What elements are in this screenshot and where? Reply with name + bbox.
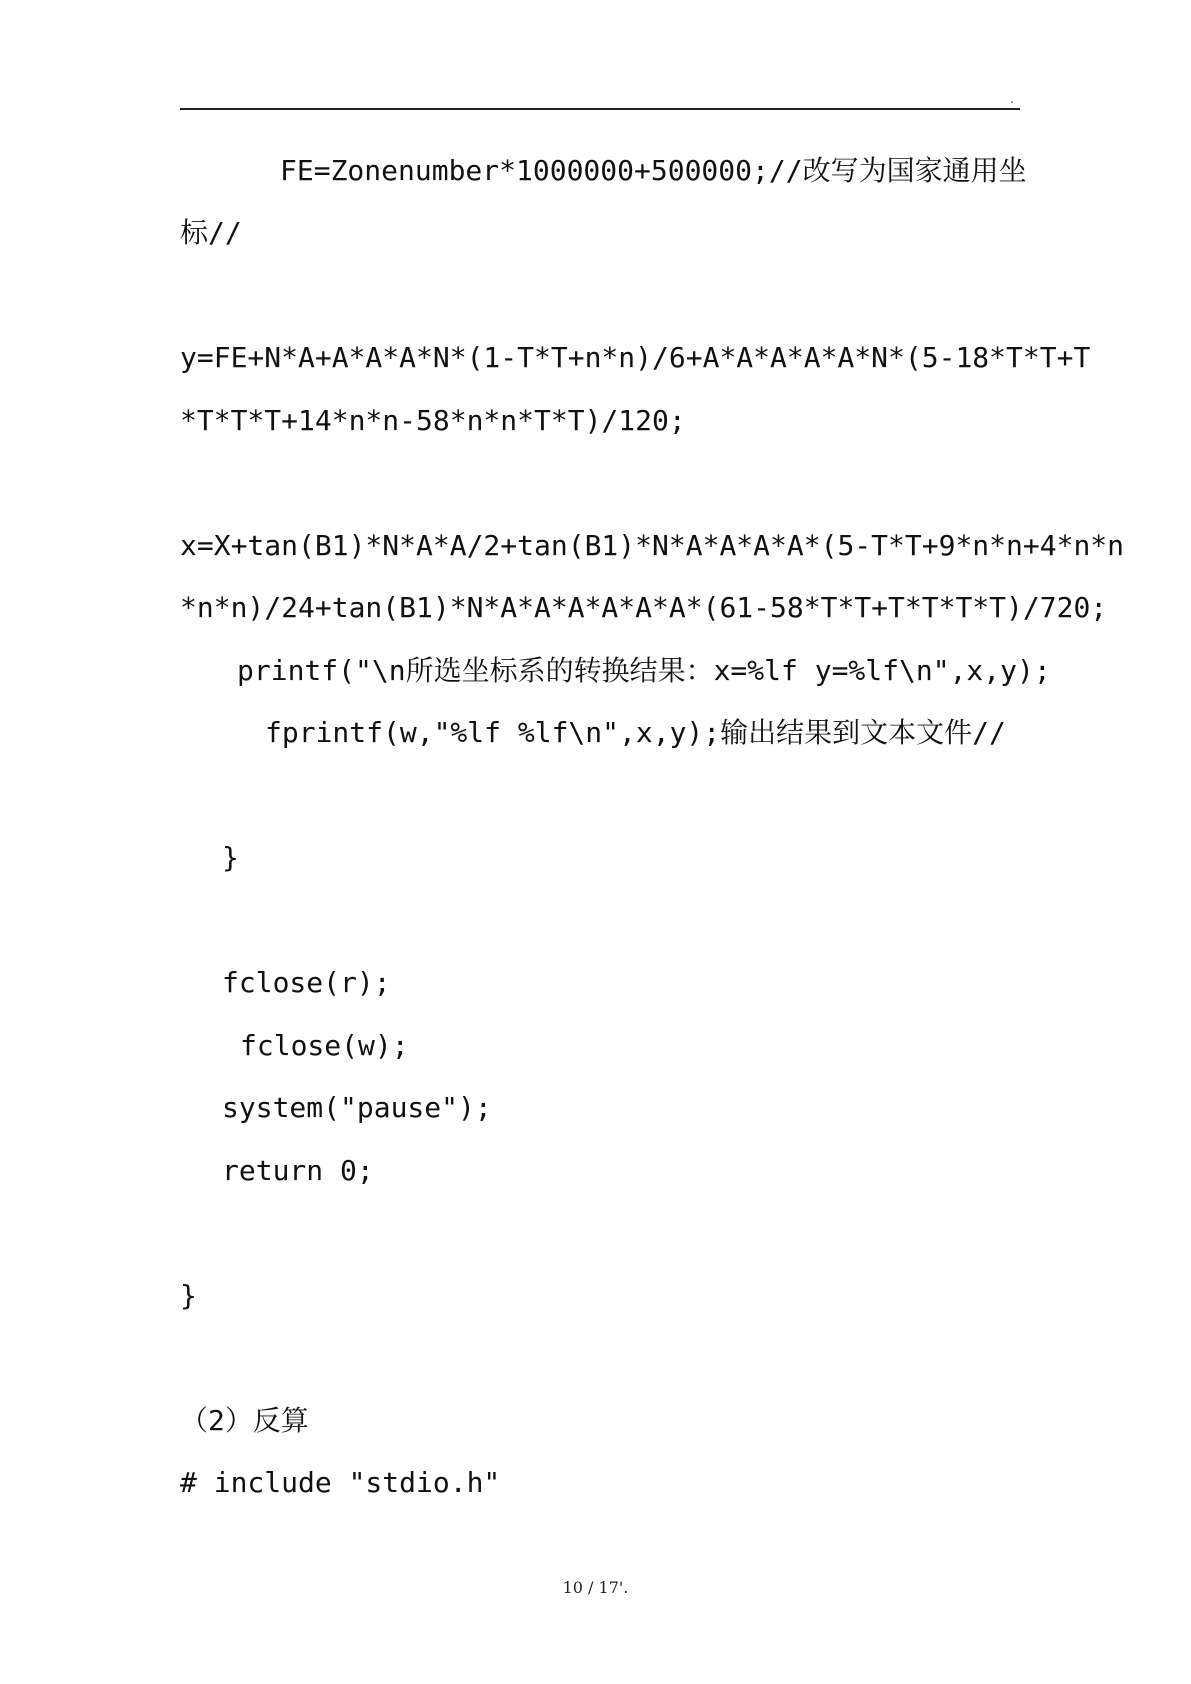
code-line: system("pause"); xyxy=(222,1091,492,1124)
code-line: printf("\n所选坐标系的转换结果：x=%lf y=%lf\n",x,y); xyxy=(237,654,1051,687)
code-line: # include "stdio.h" xyxy=(180,1466,501,1499)
code-line: fprintf(w,"%lf %lf\n",x,y);输出结果到文本文件// xyxy=(265,716,1006,749)
code-line: x=X+tan(B1)*N*A*A/2+tan(B1)*N*A*A*A*A*(5-T*T+9*n*n+4*n*n xyxy=(180,529,1125,562)
code-line: fclose(w); xyxy=(240,1029,409,1062)
section-heading: （2）反算 xyxy=(180,1404,309,1437)
code-line: FE=Zonenumber*1000000+500000;//改写为国家通用坐 xyxy=(280,154,1027,187)
header-dot: . xyxy=(1010,92,1014,106)
code-line: return 0; xyxy=(222,1154,374,1187)
page-number: 10 / 17'. xyxy=(562,1578,629,1597)
code-line: } xyxy=(180,1279,197,1312)
code-line: 标// xyxy=(180,216,242,249)
code-line: *T*T*T+14*n*n-58*n*n*T*T)/120; xyxy=(180,404,686,437)
code-line: *n*n)/24+tan(B1)*N*A*A*A*A*A*A*(61-58*T*T+T*T*T*T)/720; xyxy=(180,591,1108,624)
code-line: fclose(r); xyxy=(222,966,391,999)
header-rule xyxy=(180,108,1020,110)
code-line: y=FE+N*A+A*A*A*N*(1-T*T+n*n)/6+A*A*A*A*A*N*(5-18*T*T+T xyxy=(180,341,1091,374)
code-line: } xyxy=(222,841,239,874)
